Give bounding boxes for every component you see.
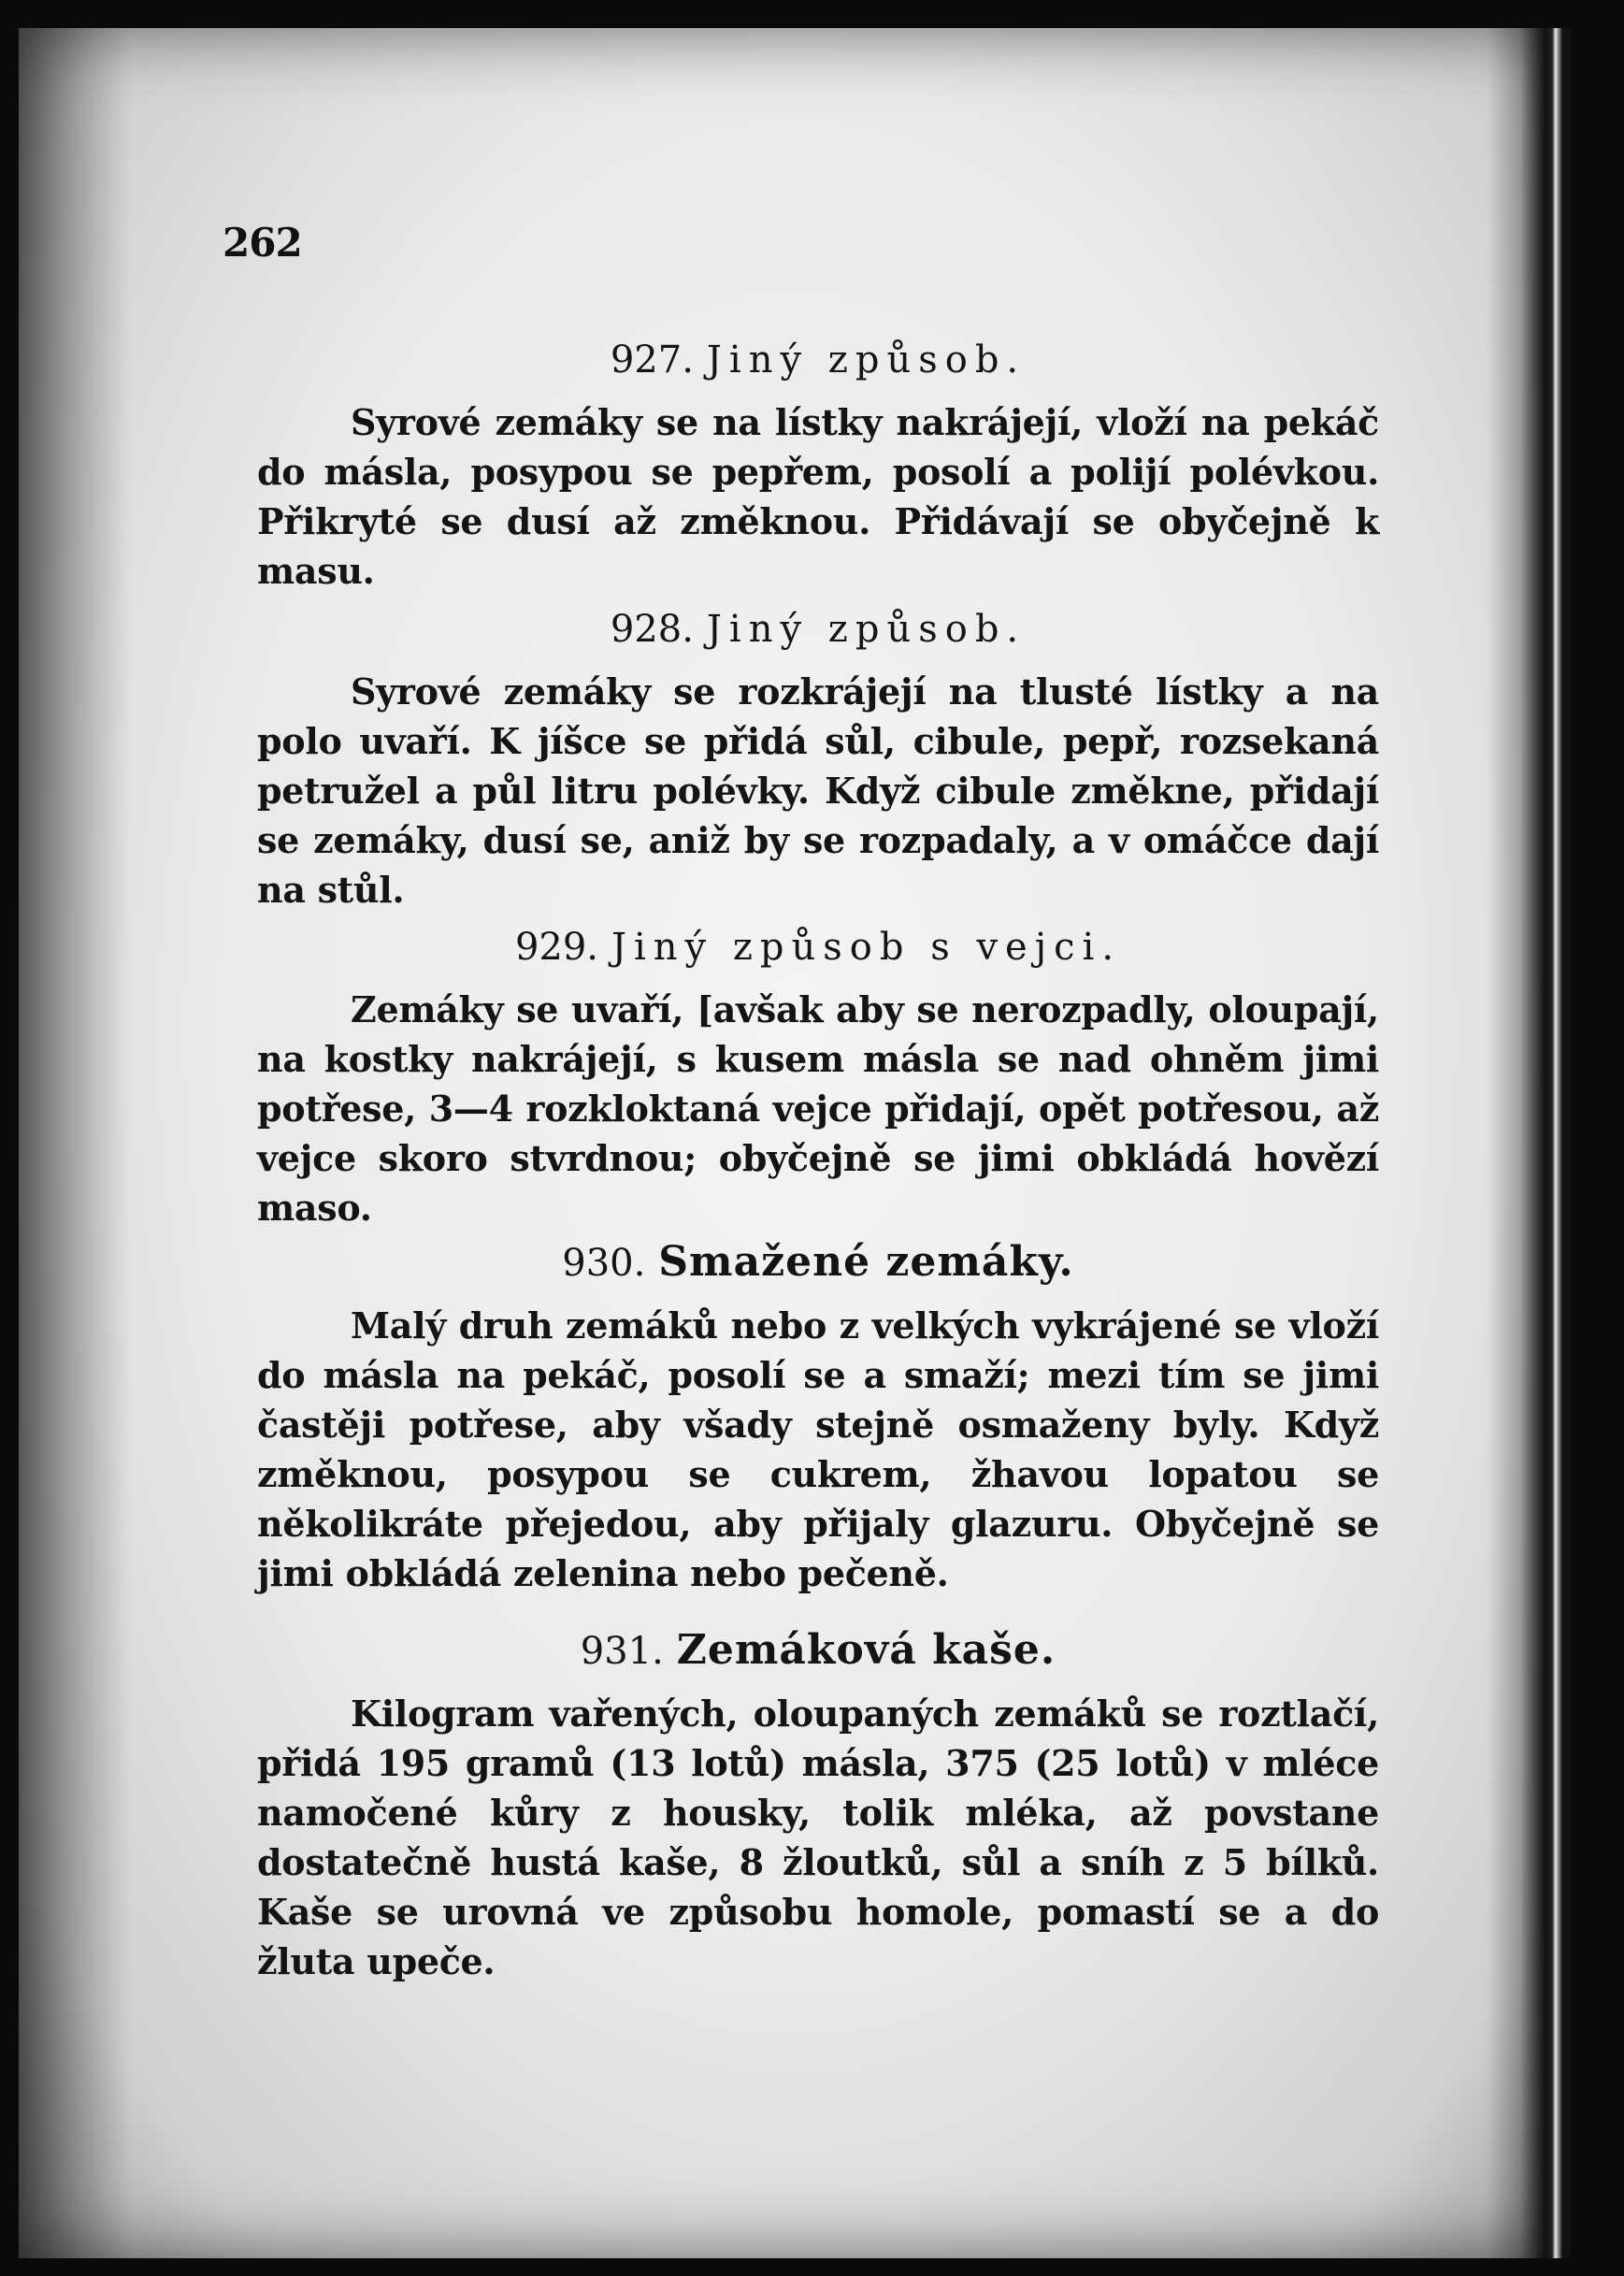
recipe-title: Zemáková kaše. [676, 1626, 1056, 1674]
page-gutter-shadow [19, 28, 131, 2258]
recipe-number: 931. [580, 1630, 664, 1673]
recipe-body: Syrové zemáky se rozkrájejí na tlusté lístky a na polo uvaří. K jíšce se přidá sůl, cibule, pepř, rozsekaná petružel a půl litru polévky. Když cibule změkne, přidají se zemáky, dusí se, aniž by se rozpadaly, a v omáčce dají na stůl. [257, 670, 1379, 911]
recipe-929 [257, 919, 1379, 1232]
book-page [19, 28, 1571, 2258]
recipe-930 [257, 1234, 1379, 1598]
recipe-title: Jiný způsob. [706, 339, 1027, 382]
recipe-body: Malý druh zemáků nebo z velkých vykrájené se vloží do másla na pekáč, posolí se a smaží; mezi tím se jimi častěji potřese, aby všady stejně osmaženy byly. Když změknou, posypou se cukrem, žhavou lopatou se několikráte přejedou, aby přijaly glazuru. Obyčejně se jimi obkládá zelenina nebo pečeně. [257, 1304, 1379, 1594]
recipe-number: 930. [562, 1242, 646, 1285]
recipe-heading [257, 332, 1379, 388]
recipe-928 [257, 601, 1379, 915]
recipe-title: Jiný způsob s vejci. [611, 926, 1122, 969]
recipe-heading [257, 601, 1379, 657]
recipe-body: Zemáky se uvaří, [avšak aby se nerozpadly, oloupají, na kostky nakrájejí, s kusem másla se nad ohněm jimi potřese, 3—4 rozkloktaná vejce přidají, opět potřesou, až vejce skoro stvrdnou; obyčejně se jimi obkládá hovězí maso. [257, 988, 1379, 1229]
recipe-927 [257, 332, 1379, 596]
recipe-heading [257, 1234, 1379, 1291]
recipe-number: 928. [610, 608, 694, 651]
recipe-body: Kilogram vařených, oloupaných zemáků se roztlačí, přidá 195 gramů (13 lotů) másla, 375 (25 lotů) v mléce namočené kůry z housky, tolik mléka, až povstane dostatečně hustá kaše, 8 žloutků, sůl a sníh z 5 bílků. Kaše se urovná ve způsobu homole, pomastí se a do žluta upeče. [257, 1693, 1379, 1982]
recipe-heading [257, 1622, 1379, 1679]
recipe-number: 927. [610, 339, 694, 382]
recipe-931 [257, 1622, 1379, 1986]
recipe-title: Jiný způsob. [706, 608, 1027, 651]
recipe-title: Smažené zemáky. [658, 1238, 1074, 1286]
page-edge [1487, 28, 1571, 2258]
page-number: 262 [223, 220, 302, 266]
recipe-number: 929. [514, 926, 598, 969]
recipe-heading [257, 919, 1379, 975]
recipe-body: Syrové zemáky se na lístky nakrájejí, vloží na pekáč do másla, posypou se pepřem, posolí a polijí polévkou. Přikryté se dusí až změknou. Přidávají se obyčejně k masu. [257, 401, 1379, 592]
